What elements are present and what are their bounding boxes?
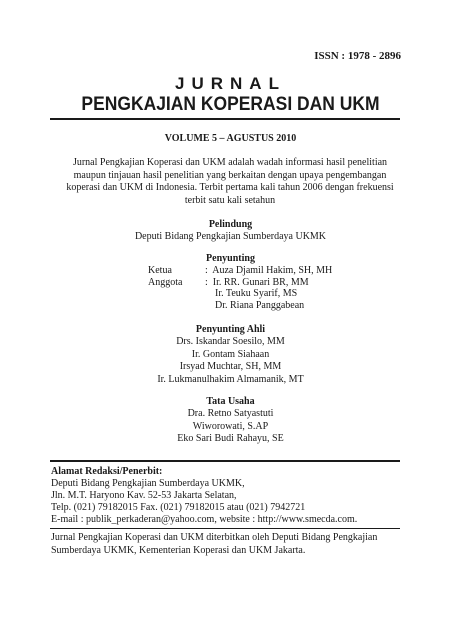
penyunting-ahli-name: Drs. Iskandar Soesilo, MM <box>176 336 285 347</box>
pelindung-heading: Pelindung <box>208 219 253 230</box>
penyunting-name: Dr. Riana Panggabean <box>205 299 305 311</box>
address-line: Telp. (021) 79182015 Fax. (021) 79182015 atau (021) 7942721 <box>51 502 306 513</box>
footer-note: Jurnal Pengkajian Koperasi dan UKM diterbitkan oleh Deputi Bidang Pengkajian Sumberdaya UKMK, Kementerian Koperasi dan UKM Jakarta. <box>51 532 378 556</box>
issn-number: ISSN : 1978 - 2896 <box>314 50 401 62</box>
penyunting-name: Ir. Teuku Syarif, MS <box>205 288 298 300</box>
tata-usaha-list <box>0 408 461 446</box>
tata-usaha-heading: Tata Usaha <box>206 396 255 407</box>
penyunting-role: Anggota <box>148 276 183 288</box>
journal-description <box>60 157 400 207</box>
penyunting-list <box>148 265 332 311</box>
penyunting-ahli-name: Ir. Gontam Siahaan <box>191 348 270 360</box>
description-line: koperasi dan UKM di Indonesia. Terbit pertama kali tahun 2006 dengan frekuensi <box>66 182 394 194</box>
penyunting-role <box>148 300 205 312</box>
address-block <box>51 466 357 526</box>
penyunting-ahli-name: Irsyad Muchtar, SH, MM <box>179 361 282 372</box>
footer-rule <box>50 528 400 529</box>
description-line: terbit satu kali setahun <box>184 194 276 206</box>
journal-label: JURNAL <box>175 74 286 93</box>
penyunting-row <box>148 265 332 277</box>
penyunting-name: : Auza Djamil Hakim, SH, MH <box>205 265 333 276</box>
penyunting-ahli-heading: Penyunting Ahli <box>195 324 266 335</box>
volume-line: VOLUME 5 – AGUSTUS 2010 <box>164 133 297 144</box>
tata-usaha-name: Dra. Retno Satyastuti <box>187 408 274 419</box>
title-rule <box>50 118 400 120</box>
penyunting-name: : Ir. RR. Gunari BR, MM <box>205 276 309 288</box>
description-line: Jurnal Pengkajian Koperasi dan UKM adalah wadah informasi hasil penelitian <box>72 157 388 168</box>
penyunting-row <box>148 277 332 289</box>
journal-title: PENGKAJIAN KOPERASI DAN UKM <box>81 94 380 115</box>
address-rule <box>50 460 400 462</box>
address-heading: Alamat Redaksi/Penerbit: <box>51 466 163 477</box>
address-line: Deputi Bidang Pengkajian Sumberdaya UKMK, <box>51 478 245 489</box>
penyunting-row <box>148 288 332 300</box>
penyunting-ahli-name: Ir. Lukmanulhakim Almamanik, MT <box>157 373 304 385</box>
penyunting-heading: Penyunting <box>206 253 255 264</box>
tata-usaha-name: Eko Sari Budi Rahayu, SE <box>177 433 284 444</box>
penyunting-role: Ketua <box>148 265 172 276</box>
penyunting-row <box>148 300 332 312</box>
pelindung-name: Deputi Bidang Pengkajian Sumberdaya UKMK <box>134 231 327 242</box>
address-line: Jln. M.T. Haryono Kav. 52-53 Jakarta Selatan, <box>51 490 237 501</box>
description-line: maupun tinjauan hasil penelitian yang berkaitan dengan upaya pengembangan <box>73 169 387 181</box>
penyunting-ahli-list <box>0 336 461 386</box>
address-line: E-mail : publik_perkaderan@yahoo.com, website : http://www.smecda.com. <box>51 514 358 525</box>
penyunting-role <box>148 288 205 300</box>
tata-usaha-name: Wiworowati, S.AP <box>192 420 269 432</box>
